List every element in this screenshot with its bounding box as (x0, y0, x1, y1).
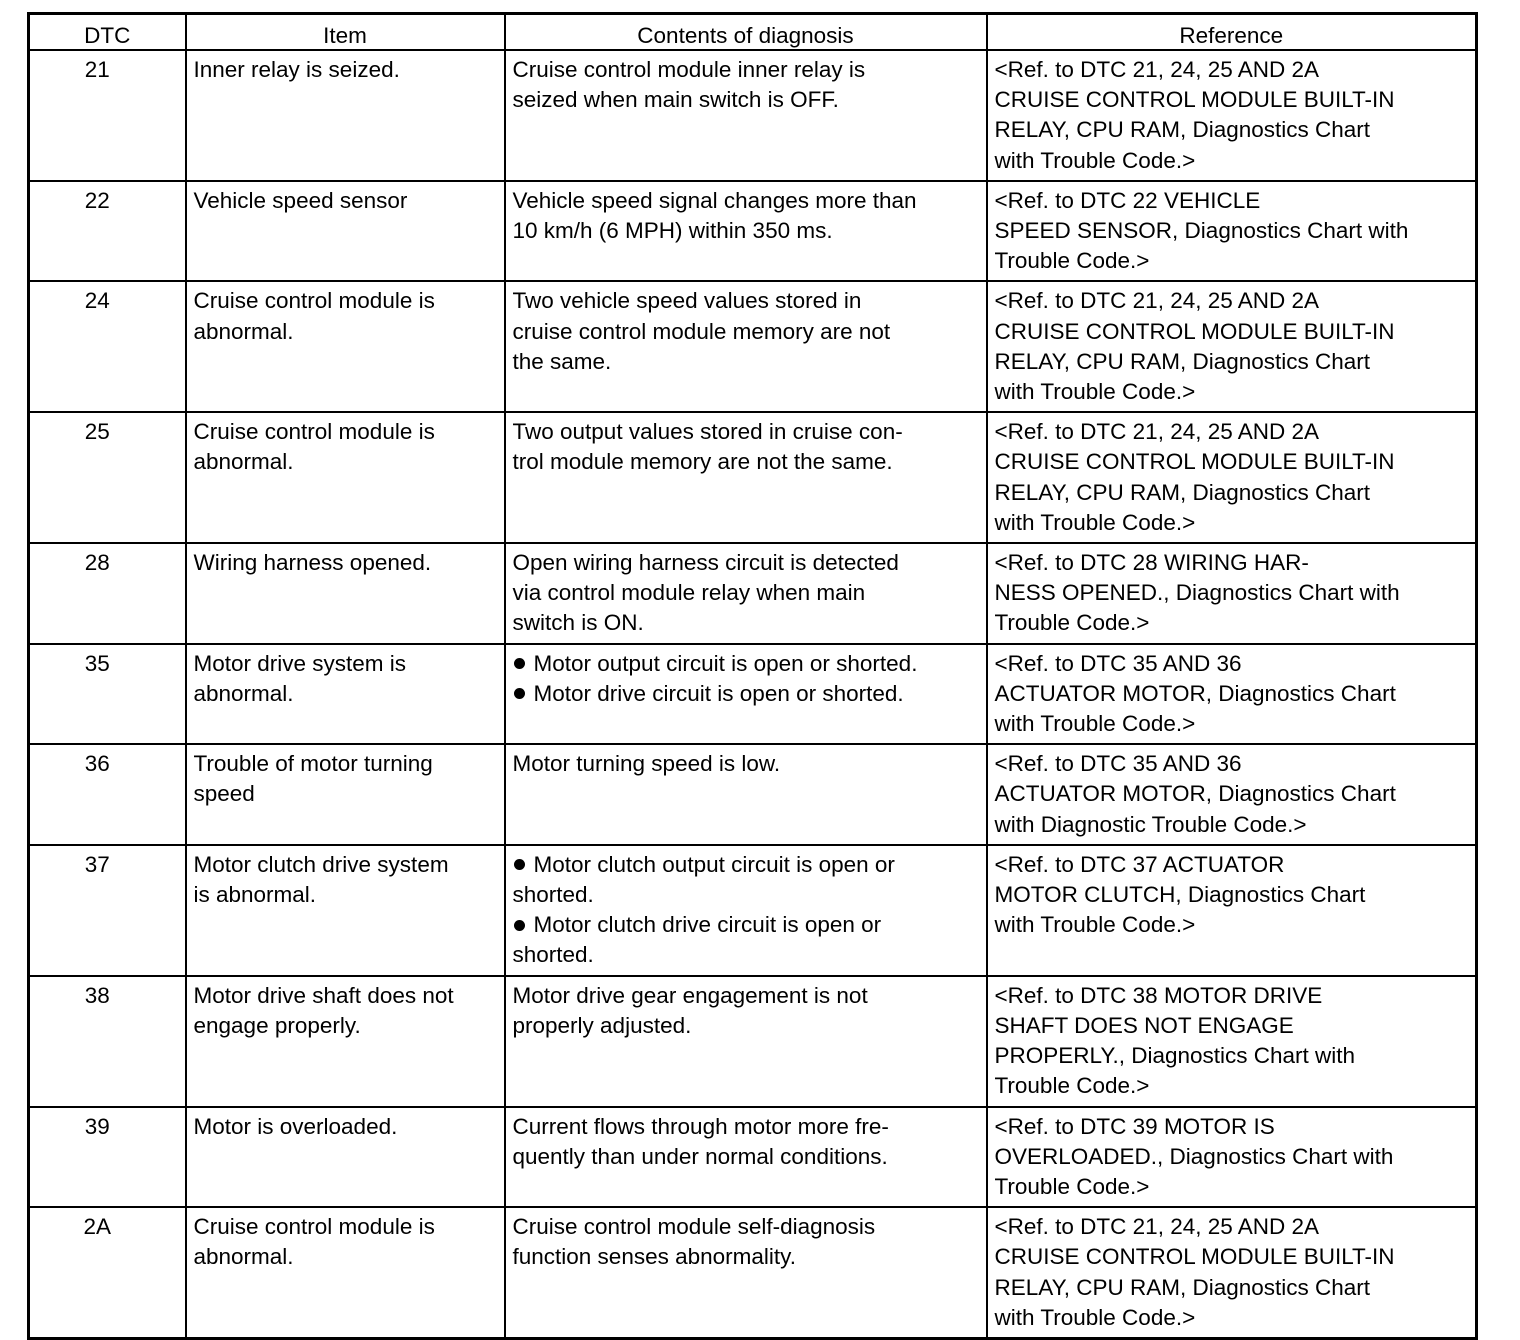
reference-cell (987, 281, 1477, 412)
item-text-line: speed (193, 781, 255, 807)
table-row (29, 543, 1477, 644)
contents-cell (505, 181, 987, 282)
reference-cell (987, 1207, 1477, 1338)
item-cell (186, 50, 505, 181)
item-text-line: Vehicle speed sensor (193, 187, 408, 213)
contents-text-line: properly adjusted. (512, 1012, 692, 1038)
bullet-text-line: Motor drive circuit is open or shorted. (533, 680, 904, 706)
table-row (29, 181, 1477, 282)
item-text-line: Motor drive system is (193, 650, 407, 676)
dtc-table (27, 12, 1478, 1340)
item-text-line: Motor is overloaded. (193, 1113, 398, 1139)
dtc-code: 36 (84, 751, 110, 777)
bullet-text-line: shorted. (512, 942, 594, 968)
item-text-line: Wiring harness opened. (193, 550, 432, 576)
reference-text-line: with Trouble Code.> (994, 509, 1196, 535)
table-row (29, 744, 1477, 845)
header-dtc: DTC (29, 14, 186, 51)
reference-text-line: <Ref. to DTC 38 MOTOR DRIVE (994, 982, 1323, 1008)
reference-text-line: RELAY, CPU RAM, Diagnostics Chart (994, 117, 1371, 143)
contents-text-line: 10 km/h (6 MPH) within 350 ms. (512, 218, 833, 244)
contents-cell (505, 50, 987, 181)
dtc-code-cell (29, 543, 186, 644)
contents-text-line: Cruise control module inner relay is (512, 57, 866, 82)
reference-text-line: NESS OPENED., Diagnostics Chart with (994, 580, 1400, 606)
item-text-line: Trouble of motor turning (193, 751, 433, 777)
bullet-item (513, 850, 980, 880)
reference-text-line: RELAY, CPU RAM, Diagnostics Chart (994, 479, 1371, 505)
reference-cell (987, 412, 1477, 543)
table-row (29, 1207, 1477, 1338)
contents-text-line: Vehicle speed signal changes more than (512, 187, 917, 213)
item-text-line: is abnormal. (193, 882, 317, 908)
contents-cell (505, 543, 987, 644)
reference-text-line: with Diagnostic Trouble Code.> (994, 811, 1307, 837)
contents-text-line: seized when main switch is OFF. (512, 87, 839, 113)
item-text-line: Motor drive shaft does not (193, 982, 454, 1008)
item-text-line: engage properly. (193, 1012, 361, 1038)
reference-text-line: <Ref. to DTC 28 WIRING HAR- (994, 550, 1309, 576)
table-row (29, 50, 1477, 181)
item-cell (186, 644, 505, 745)
dtc-code-cell (29, 1207, 186, 1338)
dtc-code: 39 (84, 1113, 110, 1139)
reference-text-line: SHAFT DOES NOT ENGAGE (994, 1012, 1294, 1038)
dtc-code: 25 (84, 419, 110, 445)
reference-cell (987, 976, 1477, 1107)
bullet-item (513, 910, 980, 940)
contents-cell (505, 281, 987, 412)
reference-text-line: CRUISE CONTROL MODULE BUILT-IN (994, 87, 1395, 113)
item-text-line: abnormal. (193, 449, 294, 475)
reference-text-line: Trouble Code.> (994, 1073, 1150, 1099)
item-cell (186, 845, 505, 976)
item-cell (186, 281, 505, 412)
contents-cell (505, 644, 987, 745)
reference-cell (987, 744, 1477, 845)
reference-cell (987, 1107, 1477, 1208)
contents-text-line: the same. (512, 348, 612, 374)
reference-text-line: ACTUATOR MOTOR, Diagnostics Chart (994, 680, 1396, 706)
item-text-line: Cruise control module is (193, 1214, 435, 1240)
contents-cell (505, 845, 987, 976)
item-cell (186, 412, 505, 543)
bullet-text-line: Motor clutch drive circuit is open or (533, 912, 882, 938)
item-cell (186, 1207, 505, 1338)
contents-text-line: trol module memory are not the same. (512, 449, 893, 475)
item-cell (186, 1107, 505, 1208)
reference-cell (987, 181, 1477, 282)
item-text-line: abnormal. (193, 1244, 294, 1270)
dtc-code: 2A (83, 1214, 112, 1240)
table-header-row (29, 14, 1477, 51)
reference-text-line: <Ref. to DTC 21, 24, 25 AND 2A (994, 57, 1320, 82)
dtc-code: 24 (84, 288, 110, 314)
reference-text-line: <Ref. to DTC 21, 24, 25 AND 2A (994, 1214, 1320, 1240)
dtc-code: 37 (84, 851, 110, 877)
contents-text-line: Current flows through motor more fre- (512, 1113, 889, 1139)
dtc-code: 28 (84, 550, 110, 576)
table-row (29, 845, 1477, 976)
reference-text-line: with Trouble Code.> (994, 379, 1196, 405)
reference-text-line: with Trouble Code.> (994, 147, 1196, 173)
bullet-item (513, 679, 980, 709)
contents-text-line: cruise control module memory are not (512, 318, 891, 344)
contents-text-line: Open wiring harness circuit is detected (512, 550, 899, 576)
reference-text-line: MOTOR CLUTCH, Diagnostics Chart (994, 882, 1366, 908)
contents-text-line: function senses abnormality. (512, 1244, 796, 1270)
header-item: Item (186, 14, 505, 51)
dtc-code: 35 (84, 650, 110, 676)
reference-text-line: OVERLOADED., Diagnostics Chart with (994, 1143, 1394, 1169)
contents-text-line: Cruise control module self-diagnosis (512, 1214, 876, 1240)
reference-text-line: <Ref. to DTC 35 AND 36 (994, 751, 1242, 777)
contents-cell (505, 1207, 987, 1338)
contents-text-line: switch is ON. (512, 610, 644, 636)
contents-cell (505, 412, 987, 543)
reference-text-line: <Ref. to DTC 37 ACTUATOR (994, 851, 1285, 877)
item-text-line: abnormal. (193, 680, 294, 706)
contents-text-line: Two vehicle speed values stored in (512, 288, 862, 314)
reference-text-line: <Ref. to DTC 21, 24, 25 AND 2A (994, 288, 1320, 314)
reference-text-line: RELAY, CPU RAM, Diagnostics Chart (994, 348, 1371, 374)
bullet-icon (514, 688, 525, 699)
dtc-code: 21 (84, 57, 110, 82)
table-row (29, 976, 1477, 1107)
item-cell (186, 181, 505, 282)
reference-text-line: CRUISE CONTROL MODULE BUILT-IN (994, 1244, 1395, 1270)
dtc-code-cell (29, 744, 186, 845)
dtc-code-cell (29, 976, 186, 1107)
item-cell (186, 976, 505, 1107)
table-row (29, 1107, 1477, 1208)
reference-text-line: PROPERLY., Diagnostics Chart with (994, 1043, 1356, 1069)
reference-text-line: Trouble Code.> (994, 610, 1150, 636)
reference-text-line: Trouble Code.> (994, 248, 1150, 274)
contents-text-line: Motor drive gear engagement is not (512, 982, 868, 1008)
reference-text-line: with Trouble Code.> (994, 1304, 1196, 1330)
contents-cell (505, 744, 987, 845)
contents-text-line: quently than under normal conditions. (512, 1143, 888, 1169)
bullet-icon (514, 859, 525, 870)
bullet-text-line: Motor clutch output circuit is open or (533, 851, 895, 877)
reference-text-line: <Ref. to DTC 22 VEHICLE (994, 187, 1261, 213)
item-text-line: Cruise control module is (193, 419, 435, 445)
contents-cell (505, 1107, 987, 1208)
item-text-line: Cruise control module is (193, 288, 435, 314)
item-cell (186, 543, 505, 644)
reference-cell (987, 845, 1477, 976)
item-text-line: Motor clutch drive system (193, 851, 449, 877)
contents-text-line: Motor turning speed is low. (512, 751, 781, 777)
dtc-code-cell (29, 1107, 186, 1208)
dtc-code-cell (29, 281, 186, 412)
reference-text-line: ACTUATOR MOTOR, Diagnostics Chart (994, 781, 1396, 807)
reference-cell (987, 644, 1477, 745)
table-row (29, 281, 1477, 412)
item-text-line: Inner relay is seized. (193, 57, 400, 82)
reference-cell (987, 543, 1477, 644)
reference-text-line: with Trouble Code.> (994, 912, 1196, 938)
table-row (29, 412, 1477, 543)
bullet-icon (514, 658, 525, 669)
bullet-text-line: shorted. (512, 882, 594, 908)
bullet-item (513, 649, 980, 679)
contents-text-line: Two output values stored in cruise con- (512, 419, 903, 445)
reference-text-line: with Trouble Code.> (994, 711, 1196, 737)
reference-text-line: <Ref. to DTC 39 MOTOR IS (994, 1113, 1275, 1139)
header-reference: Reference (987, 14, 1477, 51)
reference-text-line: CRUISE CONTROL MODULE BUILT-IN (994, 318, 1395, 344)
header-contents: Contents of diagnosis (505, 14, 987, 51)
reference-text-line: <Ref. to DTC 21, 24, 25 AND 2A (994, 419, 1320, 445)
contents-text-line: via control module relay when main (512, 580, 866, 606)
contents-cell (505, 976, 987, 1107)
item-cell (186, 744, 505, 845)
bullet-icon (514, 920, 525, 931)
reference-text-line: SPEED SENSOR, Diagnostics Chart with (994, 218, 1409, 244)
dtc-code-cell (29, 412, 186, 543)
dtc-code-cell (29, 644, 186, 745)
bullet-text-line: Motor output circuit is open or shorted. (533, 650, 918, 676)
reference-text-line: RELAY, CPU RAM, Diagnostics Chart (994, 1274, 1371, 1300)
dtc-code: 38 (84, 982, 110, 1008)
reference-text-line: CRUISE CONTROL MODULE BUILT-IN (994, 449, 1395, 475)
reference-text-line: <Ref. to DTC 35 AND 36 (994, 650, 1242, 676)
dtc-code-cell (29, 181, 186, 282)
dtc-code: 22 (84, 187, 110, 213)
dtc-code-cell (29, 50, 186, 181)
reference-text-line: Trouble Code.> (994, 1173, 1150, 1199)
reference-cell (987, 50, 1477, 181)
dtc-code-cell (29, 845, 186, 976)
table-row (29, 644, 1477, 745)
item-text-line: abnormal. (193, 318, 294, 344)
